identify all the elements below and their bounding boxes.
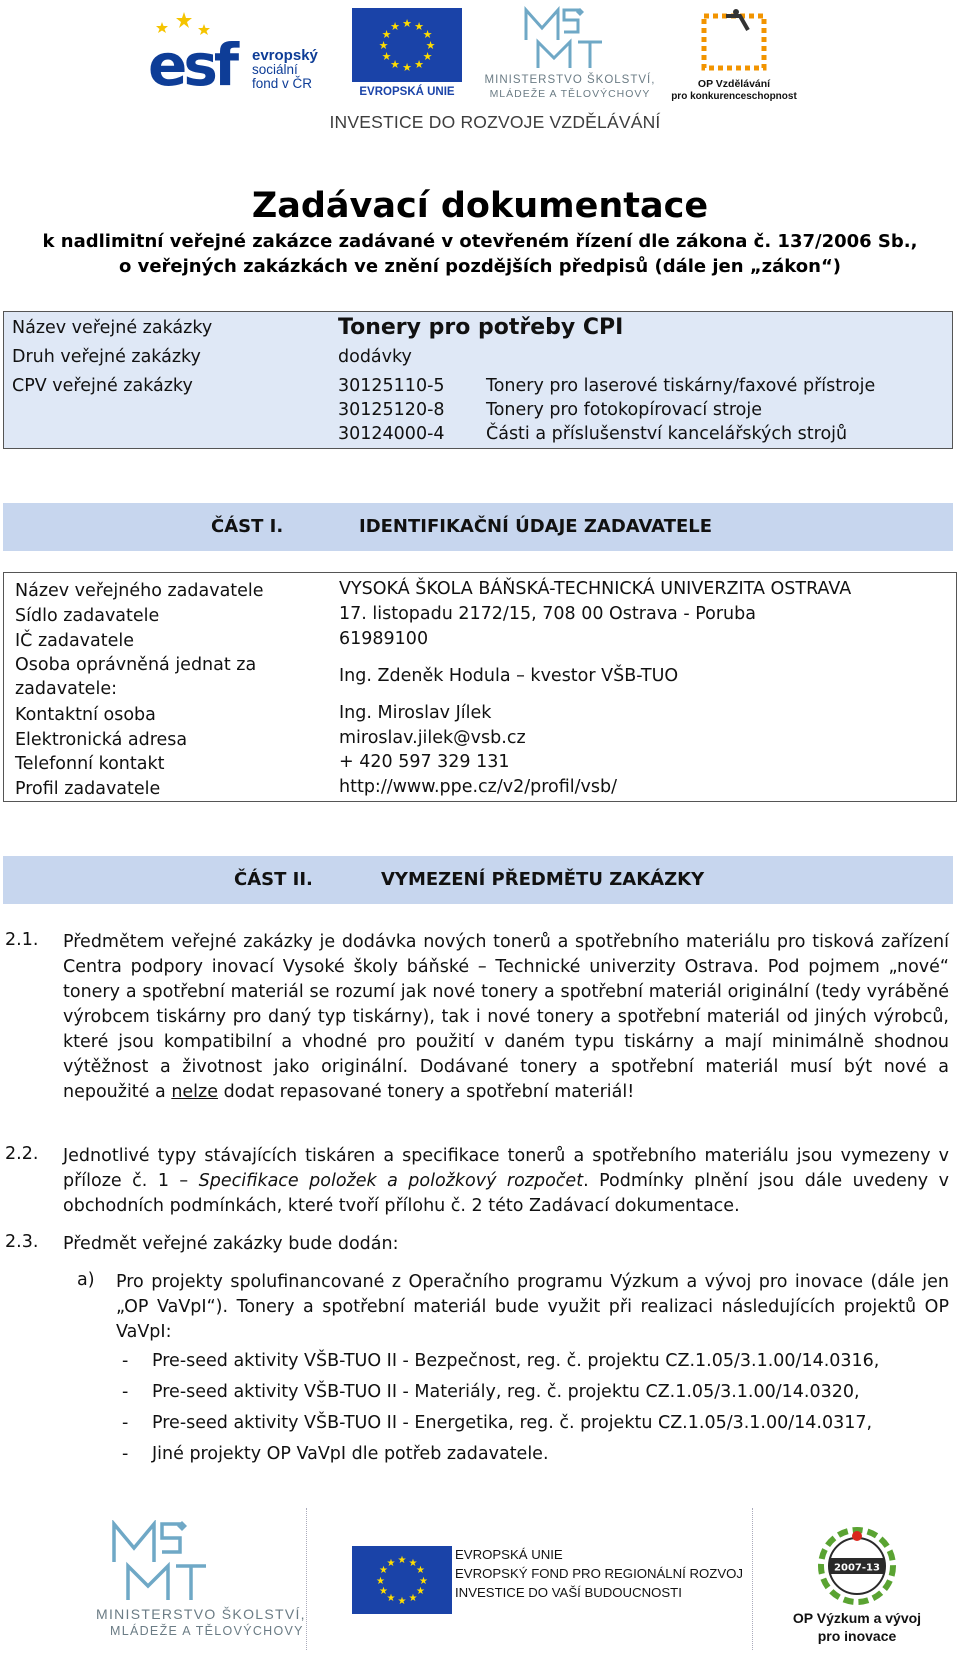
svg-text:★: ★	[397, 1555, 407, 1566]
authority-label: Sídlo zadavatele	[15, 606, 160, 626]
authority-label: zadavatele:	[15, 679, 117, 699]
svg-text:★: ★	[422, 50, 433, 63]
esf-caption	[252, 49, 318, 91]
op-vk-line1: OP Vzdělávání	[697, 78, 771, 90]
footer-msmt-mark-icon	[108, 1520, 218, 1604]
footer-msmt-line1: MINISTERSTVO ŠKOLSTVÍ,	[96, 1606, 306, 1622]
esf-logo	[148, 8, 328, 100]
svg-text:★: ★	[376, 1576, 385, 1587]
authority-value: 61989100	[339, 629, 429, 649]
authority-value: 17. listopadu 2172/15, 708 00 Ostrava - Poruba	[339, 604, 756, 624]
authority-label: Telefonní kontakt	[15, 754, 165, 774]
footer-op-vavpi-mark-icon	[802, 1526, 912, 1608]
contract-type-label: Druh veřejné zakázky	[12, 347, 201, 367]
bullet-dash: -	[122, 1413, 129, 1433]
svg-text:★: ★	[422, 28, 433, 41]
section-bar-part1	[3, 503, 953, 551]
svg-text:★: ★	[381, 28, 392, 41]
authority-label: IČ zadavatele	[15, 631, 135, 651]
footer-separator	[752, 1508, 753, 1650]
subtitle-line1: k nadlimitní veřejné zakázce zadávané v otevřeném řízení dle zákona č. 137/2006 Sb.,	[42, 231, 918, 252]
part1-title: IDENTIFIKAČNÍ ÚDAJE ZADAVATELE	[359, 516, 713, 537]
bullet-item: Jiné projekty OP VaVpI dle potřeb zadavatele.	[152, 1444, 549, 1464]
svg-text:★: ★	[386, 1558, 396, 1569]
authority-email[interactable]: miroslav.jilek@vsb.cz	[339, 728, 526, 748]
eu-logo	[352, 8, 462, 102]
svg-text:★: ★	[416, 1565, 425, 1576]
authority-label: Kontaktní osoba	[15, 705, 156, 725]
op-vk-line2: pro konkurenceschopnost	[671, 91, 797, 102]
footer-op-line2: pro inovace	[817, 1628, 897, 1644]
svg-text:★: ★	[378, 39, 389, 52]
investice-slogan: INVESTICE DO ROZVOJE VZDĚLÁVÁNÍ	[329, 112, 661, 132]
footer-op-line1: OP Výzkum a vývoj	[792, 1610, 922, 1626]
authority-profile-link[interactable]: http://www.ppe.cz/v2/profil/vsb/	[339, 777, 618, 797]
section-2-2-text	[63, 1144, 949, 1219]
section-2-1-part-b: dodat repasované tonery a spotřební materiál!	[223, 1082, 635, 1102]
bullet-dash: -	[122, 1382, 129, 1402]
svg-text:★: ★	[402, 17, 412, 30]
svg-text:★: ★	[416, 1586, 425, 1597]
cpv-code: 30125110-5	[338, 376, 445, 396]
svg-text:★: ★	[379, 1565, 388, 1576]
svg-text:★: ★	[386, 1593, 396, 1604]
section-bar-part2	[3, 856, 953, 904]
svg-text:★: ★	[414, 58, 424, 71]
section-2-2-part-a: Jednotlivé typy stávajících tiskáren a specifikace tonerů a spotřebního materiálu jsou vymezeny v příloze č. 1 –	[63, 1146, 949, 1191]
svg-text:★: ★	[390, 20, 400, 33]
op-vk-mark-icon	[696, 6, 772, 76]
svg-text:★: ★	[379, 1586, 388, 1597]
section-2-2-part-b: . Podmínky plnění jsou dále uvedeny v obchodních podmínkách, které tvoří přílohu č. 2 této Zadávací dokumentace.	[63, 1171, 949, 1216]
section-2-1-text	[63, 930, 949, 1105]
svg-text:★: ★	[408, 1593, 418, 1604]
contract-name-label: Název veřejné zakázky	[12, 318, 213, 338]
section-number: 2.3.	[5, 1232, 39, 1252]
msmt-logo	[470, 6, 670, 102]
section-2-1-part-a: Předmětem veřejné zakázky je dodávka nových tonerů a spotřebního materiálu pro tisková zařízení Centra podpory inovací Vysoké školy báňské – Technické univerzity Ostrava. Pod pojmem „nové“ tonery a spotřební materiál se rozumí jak nové tonery a spotřební materiál originální (tedy vyráběné výrobcem tiskárny pro daný typ tiskárny), tak i nové tonery a spotřební materiál od jiných výrobců, které jsou kompatibilní a vhodné pro použití v daném typu tiskárny a mají minimálně shodnou výtěžnost a životnost jako originální. Dodávané tonery a spotřební materiál musí být nové a nepoužité a	[63, 932, 949, 1102]
esf-wordmark: esf	[148, 31, 236, 99]
footer-eu-flag-icon	[352, 1546, 452, 1614]
op-vk-logo	[668, 6, 800, 102]
part2-title: VYMEZENÍ PŘEDMĚTU ZAKÁZKY	[381, 869, 705, 890]
msmt-mark-icon	[520, 6, 620, 72]
bullet-dash: -	[122, 1351, 129, 1371]
svg-text:★: ★	[408, 1558, 418, 1569]
section-2-1-underlined: nelze	[171, 1082, 218, 1102]
esf-caption-line2: sociální	[252, 62, 298, 77]
section-number: 2.2.	[5, 1144, 39, 1164]
cpv-desc: Tonery pro laserové tiskárny/faxové přístroje	[486, 376, 876, 396]
authority-value: VYSOKÁ ŠKOLA BÁŇSKÁ-TECHNICKÁ UNIVERZITA OSTRAVA	[339, 579, 852, 599]
footer-eu-line2: EVROPSKÝ FOND PRO REGIONÁLNÍ ROZVOJ	[455, 1566, 743, 1581]
svg-text:★: ★	[381, 50, 392, 63]
part1-number: ČÁST I.	[211, 516, 284, 537]
svg-text:★: ★	[397, 1596, 407, 1607]
cpv-code: 30124000-4	[338, 424, 445, 444]
section-number: 2.1.	[5, 930, 39, 950]
msmt-line2: MLÁDEŽE A TĚLOVÝCHOVY	[489, 88, 651, 100]
footer-msmt-line2: MLÁDEŽE A TĚLOVÝCHOVY	[110, 1624, 304, 1638]
authority-phone: + 420 597 329 131	[339, 752, 510, 772]
authority-label: Elektronická adresa	[15, 730, 188, 750]
section-2-2-italic: Specifikace položek a položkový rozpočet	[198, 1171, 584, 1191]
footer-eu-line1: EVROPSKÁ UNIE	[455, 1547, 563, 1562]
esf-caption-line3: fond v ČR	[252, 76, 313, 91]
cpv-desc: Tonery pro fotokopírovací stroje	[486, 400, 762, 420]
footer-eu-text	[455, 1545, 743, 1602]
contracting-authority-table	[3, 572, 957, 802]
svg-text:★: ★	[419, 1576, 428, 1587]
header-logos	[0, 0, 960, 140]
list-letter: a)	[77, 1270, 95, 1290]
eu-label: EVROPSKÁ UNIE	[359, 86, 455, 98]
bullet-dash: -	[122, 1444, 129, 1464]
footer-logos	[0, 1508, 960, 1655]
part2-number: ČÁST II.	[234, 869, 313, 890]
footer-op-year: 2007-13	[834, 1562, 880, 1574]
contract-type-value: dodávky	[338, 347, 412, 367]
contract-name-value: Tonery pro potřeby CPI	[338, 315, 624, 340]
cpv-label: CPV veřejné zakázky	[12, 376, 193, 396]
cpv-code: 30125120-8	[338, 400, 445, 420]
svg-text:★: ★	[414, 20, 424, 33]
authority-label: Název veřejného zadavatele	[15, 581, 264, 601]
authority-label: Profil zadavatele	[15, 779, 161, 799]
bullet-item: Pre-seed aktivity VŠB-TUO II - Bezpečnost, reg. č. projektu CZ.1.05/3.1.00/14.0316,	[152, 1351, 880, 1371]
section-2-3-text: Předmět veřejné zakázky bude dodán:	[63, 1234, 399, 1254]
footer-eu-line3: INVESTICE DO VAŠÍ BUDOUCNOSTI	[455, 1585, 682, 1600]
bullet-item: Pre-seed aktivity VŠB-TUO II - Materiály, reg. č. projektu CZ.1.05/3.1.00/14.0320,	[152, 1382, 860, 1402]
page-title: Zadávací dokumentace	[251, 186, 709, 226]
authority-value: Ing. Zdeněk Hodula – kvestor VŠB-TUO	[339, 666, 679, 686]
authority-label: Osoba oprávněná jednat za	[15, 655, 257, 675]
svg-text:★: ★	[390, 58, 400, 71]
msmt-line1: MINISTERSTVO ŠKOLSTVÍ,	[484, 74, 656, 86]
footer-msmt-logo	[96, 1520, 306, 1640]
cpv-desc: Části a příslušenství kancelářských strojů	[486, 424, 848, 444]
esf-caption-line1: evropský	[252, 47, 318, 64]
list-item-a-text: Pro projekty spolufinancované z Operačního programu Výzkum a vývoj pro inovace (dále jen „OP VaVpI“). Tonery a spotřební materiál bude využit při realizaci následujících projektů OP VaVpI:	[116, 1272, 949, 1342]
svg-text:★: ★	[425, 39, 436, 52]
bullet-item: Pre-seed aktivity VŠB-TUO II - Energetika, reg. č. projektu CZ.1.05/3.1.00/14.0317,	[152, 1413, 873, 1433]
contract-info-table	[3, 311, 953, 449]
footer-op-vavpi-logo	[782, 1526, 932, 1646]
page-subtitle	[0, 229, 960, 279]
authority-value: Ing. Miroslav Jílek	[339, 703, 492, 723]
eu-flag-icon	[352, 8, 462, 82]
svg-text:★: ★	[402, 61, 412, 74]
subtitle-line2: o veřejných zakázkách ve znění pozdějších předpisů (dále jen „zákon“)	[118, 256, 842, 277]
